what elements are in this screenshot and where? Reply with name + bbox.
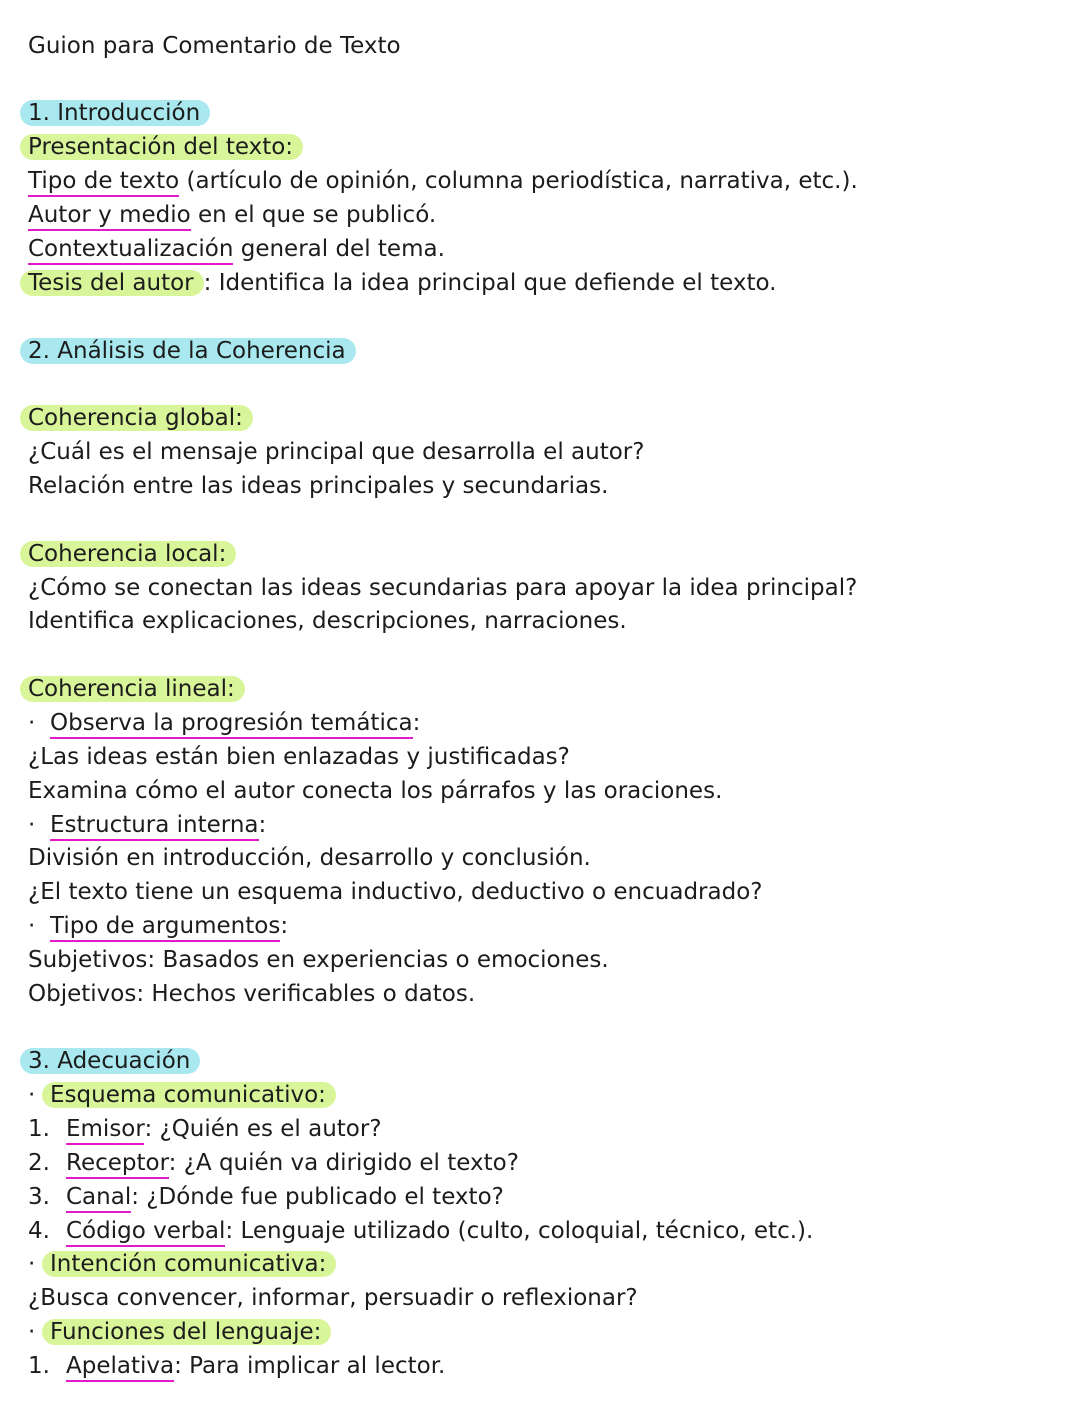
local-line-1: ¿Cómo se conectan las ideas secundarias para apoyar la idea principal? (28, 575, 858, 601)
subheading-highlight: Tesis del autor (20, 270, 204, 296)
section-3-heading (28, 1046, 200, 1076)
subheading-highlight: Esquema comunicativo: (42, 1082, 336, 1108)
progresion-line-1: ¿Las ideas están bien enlazadas y justificadas? (28, 744, 570, 770)
subheading-highlight: Funciones del lenguaje: (42, 1319, 331, 1345)
autor-line (28, 200, 436, 230)
coherencia-local-label (28, 539, 236, 569)
line-text: : (412, 710, 421, 736)
global-line-1: ¿Cuál es el mensaje principal que desarrolla el autor? (28, 439, 645, 465)
coherencia-lineal-label (28, 674, 245, 704)
line-text: : ¿Quién es el autor? (144, 1116, 382, 1142)
line-text: : (280, 913, 289, 939)
underlined-term: Receptor (66, 1150, 169, 1179)
underlined-term: Estructura interna (50, 812, 259, 841)
line-text: : Lenguaje utilizado (culto, coloquial, técnico, etc.). (225, 1218, 814, 1244)
underlined-term: Código verbal (66, 1218, 225, 1247)
underlined-term: Autor y medio (28, 202, 191, 231)
underlined-term: Tipo de argumentos (50, 913, 280, 942)
coherencia-global-label (28, 403, 253, 433)
bullet-dot: · (28, 1251, 36, 1277)
funciones-item (28, 1351, 445, 1381)
item-number: 1. (28, 1353, 50, 1379)
line-text: en el que se publicó. (190, 202, 437, 228)
contexto-line (28, 234, 445, 264)
tipo-line (28, 166, 858, 196)
underlined-term: Contextualización (28, 236, 233, 265)
line-text: : Para implicar al lector. (174, 1353, 446, 1379)
line-text: (artículo de opinión, columna periodística, narrativa, etc.). (179, 168, 858, 194)
underlined-term: Tipo de texto (28, 168, 179, 197)
document-title: Guion para Comentario de Texto (28, 33, 401, 59)
line-text: general del tema. (233, 236, 445, 262)
intencion-line-1: ¿Busca convencer, informar, persuadir o reflexionar? (28, 1285, 638, 1311)
estructura-line-1: División en introducción, desarrollo y conclusión. (28, 845, 591, 871)
argumentos-bullet (28, 911, 288, 941)
intencion-bullet (28, 1249, 336, 1279)
section-heading-highlight: 1. Introducción (20, 100, 210, 126)
line-text: : ¿A quién va dirigido el texto? (168, 1150, 519, 1176)
underlined-term: Canal (66, 1184, 131, 1213)
section-heading-highlight: 2. Análisis de la Coherencia (20, 338, 356, 364)
esquema-bullet (28, 1080, 336, 1110)
line-text: : (258, 812, 267, 838)
bullet-dot: · (28, 1319, 36, 1345)
argumentos-line-1: Subjetivos: Basados en experiencias o emociones. (28, 947, 609, 973)
subheading-highlight: Coherencia local: (20, 541, 236, 567)
section-2-heading (28, 336, 356, 366)
presentacion-label (28, 132, 303, 162)
item-number: 1. (28, 1116, 50, 1142)
bullet-dot: · (28, 710, 36, 736)
subheading-highlight: Intención comunicativa: (42, 1251, 336, 1277)
esquema-item (28, 1182, 504, 1212)
esquema-item (28, 1114, 382, 1144)
line-text: : Identifica la idea principal que defiende el texto. (203, 270, 777, 296)
progresion-bullet (28, 708, 420, 738)
bullet-dot: · (28, 913, 36, 939)
subheading-highlight: Coherencia lineal: (20, 676, 245, 702)
argumentos-line-2: Objetivos: Hechos verificables o datos. (28, 981, 476, 1007)
local-line-2: Identifica explicaciones, descripciones, narraciones. (28, 608, 627, 634)
esquema-item (28, 1148, 519, 1178)
item-number: 4. (28, 1218, 50, 1244)
estructura-bullet (28, 810, 266, 840)
tesis-line (28, 268, 776, 298)
line-text: : ¿Dónde fue publicado el texto? (131, 1184, 504, 1210)
bullet-dot: · (28, 812, 36, 838)
section-heading-highlight: 3. Adecuación (20, 1048, 200, 1074)
underlined-term: Emisor (66, 1116, 144, 1145)
item-number: 2. (28, 1150, 50, 1176)
bullet-dot: · (28, 1082, 36, 1108)
funciones-bullet (28, 1317, 331, 1347)
item-number: 3. (28, 1184, 50, 1210)
underlined-term: Observa la progresión temática (50, 710, 413, 739)
esquema-item (28, 1216, 813, 1246)
section-1-heading (28, 98, 210, 128)
subheading-highlight: Presentación del texto: (20, 134, 303, 160)
estructura-line-2: ¿El texto tiene un esquema inductivo, deductivo o encuadrado? (28, 879, 763, 905)
progresion-line-2: Examina cómo el autor conecta los párrafos y las oraciones. (28, 778, 723, 804)
subheading-highlight: Coherencia global: (20, 405, 253, 431)
underlined-term: Apelativa (66, 1353, 174, 1382)
global-line-2: Relación entre las ideas principales y secundarias. (28, 473, 609, 499)
